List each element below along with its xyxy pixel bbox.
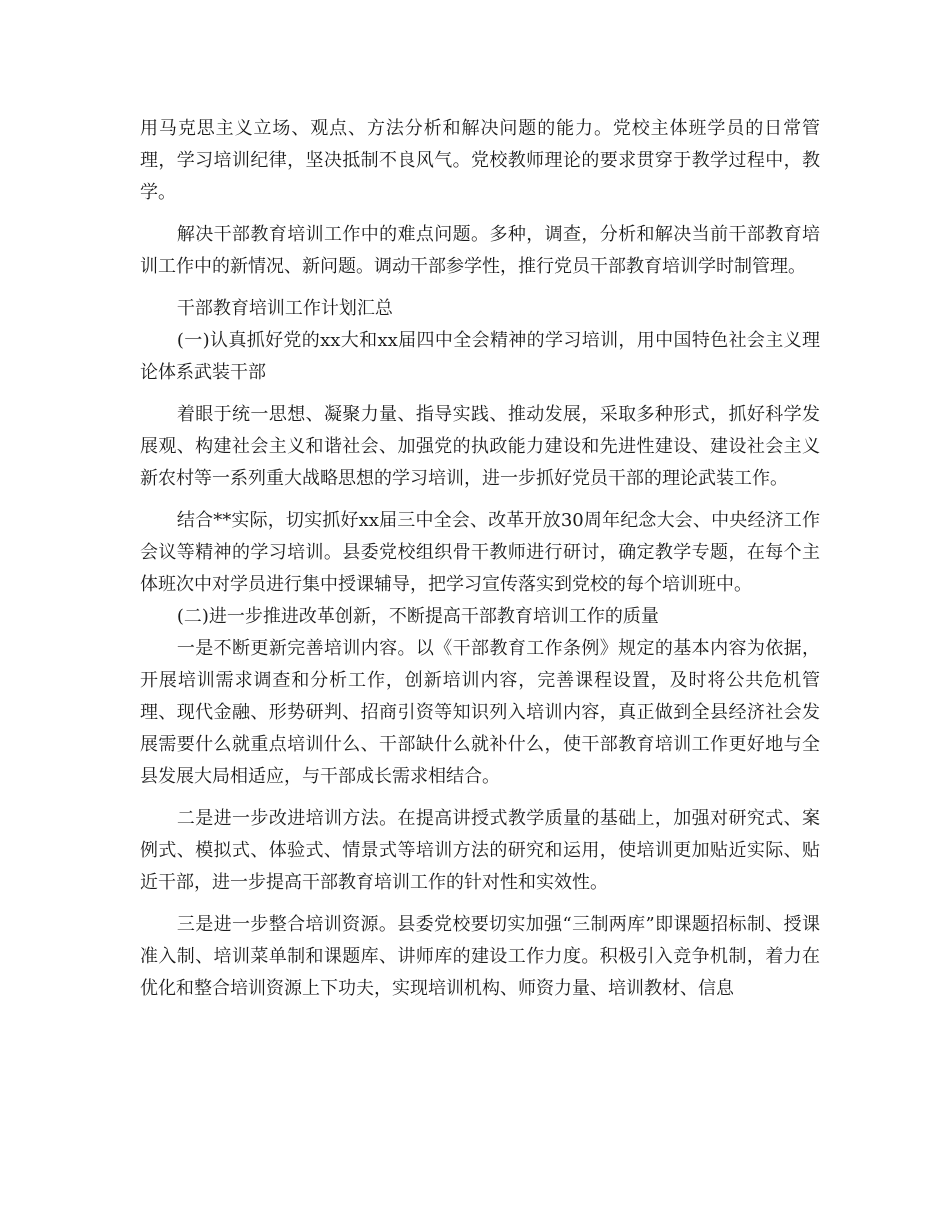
paragraph-2: 解决干部教育培训工作中的难点问题。多种，调查，分析和解决当前干部教育培训工作中的新情况、新问题。调动干部参学性，推行党员干部教育培训学时制管理。 — [140, 224, 820, 277]
paragraph-4: 结合**实际，切实抓好xx届三中全会、改革开放30周年纪念大会、中央经济工作会议等精神的学习培训。县委党校组织骨干教师进行研讨，确定教学专题，在每个主体班次中对学员进行集中授课辅导，把学习宣传落实到党校的每个培训班中。 — [140, 510, 820, 595]
subheading-2: (二)进一步推进改革创新，不断提高干部教育培训工作的质量 — [176, 606, 659, 627]
section-heading: 干部教育培训工作计划汇总 — [176, 298, 393, 319]
document-body — [140, 113, 820, 1005]
paragraph-6: 二是进一步改进培训方法。在提高讲授式教学质量的基础上，加强对研究式、案例式、模拟式、体验式、情景式等培训方法的研究和运用，使培训更加贴近实际、贴近干部，进一步提高干部教育培训工作的针对性和实效性。 — [140, 808, 820, 893]
paragraph-1: 用马克思主义立场、观点、方法分析和解决问题的能力。党校主体班学员的日常管理，学习培训纪律，坚决抵制不良风气。党校教师理论的要求贯穿于教学过程中，教学。 — [140, 118, 820, 203]
paragraph-7: 三是进一步整合培训资源。县委党校要切实加强“三制两库”即课题招标制、授课准入制、培训菜单制和课题库、讲师库的建设工作力度。积极引入竞争机制，着力在优化和整合培训资源上下功夫，实现培训机构、师资力量、培训教材、信息 — [140, 914, 820, 999]
paragraph-5: 一是不断更新完善培训内容。以《干部教育工作条例》规定的基本内容为依据，开展培训需求调查和分析工作，创新培训内容，完善课程设置，及时将公共危机管理、现代金融、形势研判、招商引资等知识列入培训内容，真正做到全县经济社会发展需要什么就重点培训什么、干部缺什么就补什么，使干部教育培训工作更好地与全县发展大局相适应，与干部成长需求相结合。 — [140, 638, 820, 787]
subheading-1: (一)认真抓好党的xx大和xx届四中全会精神的学习培训，用中国特色社会主义理论体系武装干部 — [140, 330, 820, 383]
paragraph-3: 着眼于统一思想、凝聚力量、指导实践、推动发展，采取多种形式，抓好科学发展观、构建社会主义和谐社会、加强党的执政能力建设和先进性建设、建设社会主义新农村等一系列重大战略思想的学习培训，进一步抓好党员干部的理论武装工作。 — [140, 404, 820, 489]
